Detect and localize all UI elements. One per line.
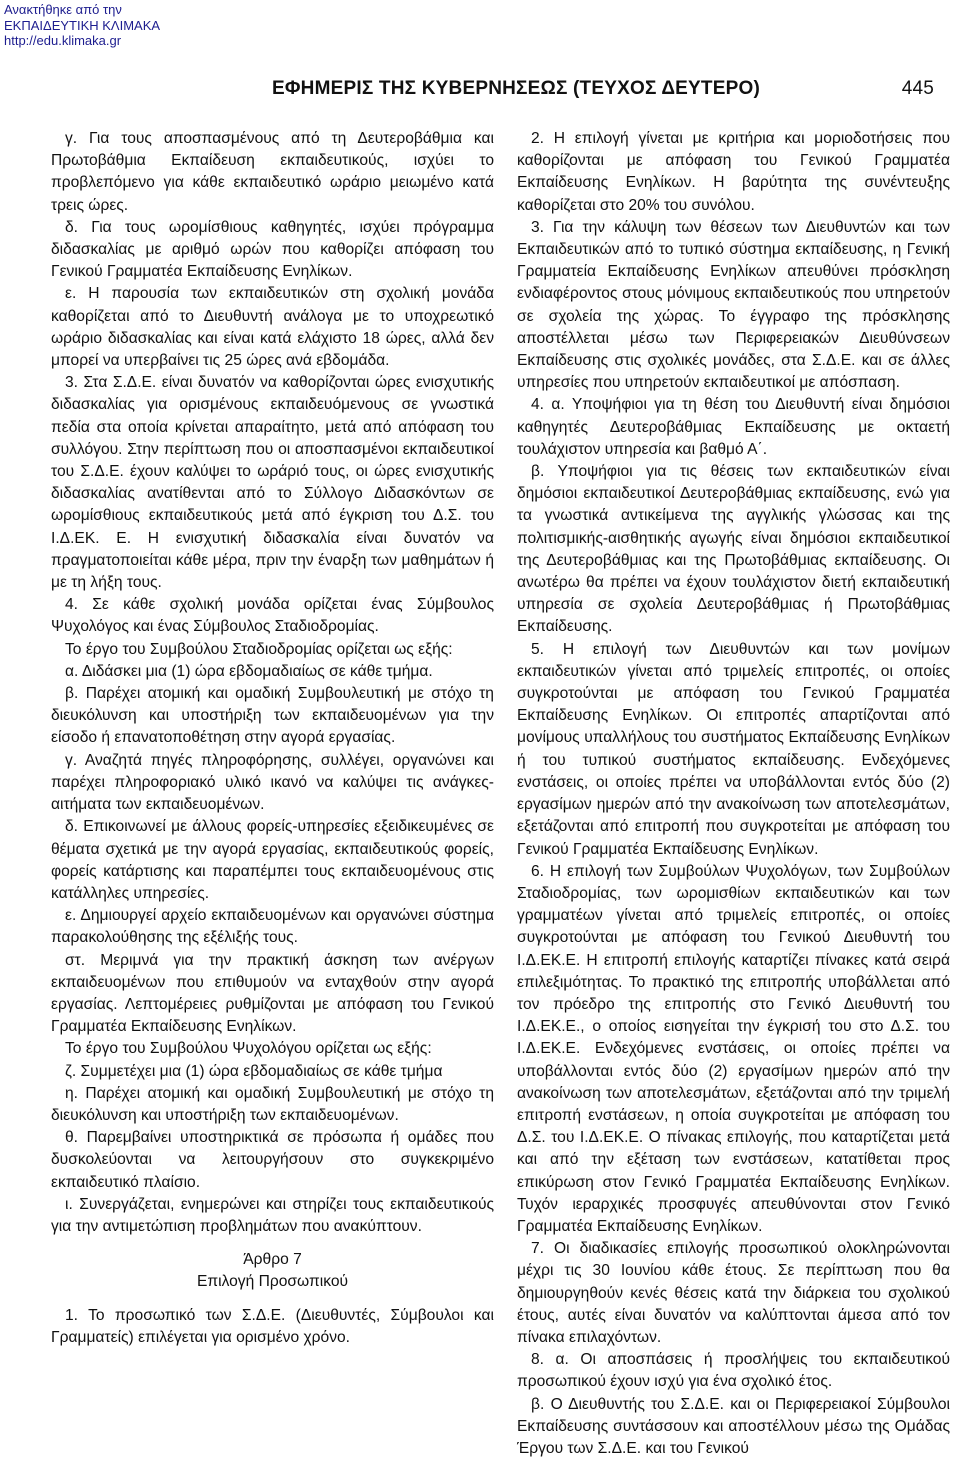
article-title: Επιλογή Προσωπικού <box>196 1273 349 1291</box>
paragraph: ζ. Συμμετέχει μια (1) ώρα εβδομαδιαίως σε κάθε τμήμα <box>65 1062 443 1080</box>
paragraph: θ. Παρεμβαίνει υποστηρικτικά σε πρόσωπα ή ομάδες που δυσκολεύονται να λειτουργήσουν στο συγκεκριμένο εκπαιδευτικό πλαίσιο. <box>51 1129 494 1191</box>
paragraph: ε. Δημιουργεί αρχείο εκπαιδευομένων και οργανώνει σύστημα παρακολούθησης της εξέλιξής τους. <box>51 907 494 947</box>
paragraph: 7. Οι διαδικασίες επιλογής προσωπικού ολοκληρώνονται μέχρι τις 30 Ιουνίου κάθε έτους. Σε περίπτωση που θα δημιουργηθούν κενές θέσεις κατά την διάρκεια του σχολικού έτους, αυτές είναι δυνατόν να καλύπτονται άμεσα από τον πίνακα επιλαχόντων. <box>517 1240 950 1346</box>
paragraph: 2. Η επιλογή γίνεται με κριτήρια και μοριοδοτήσεις που καθορίζονται με απόφαση του Γενικού Γραμματέα Εκπαίδευσης Ενηλίκων. Η βαρύτητα της συνέντευξης καθορίζεται στο 20% του συνόλου. <box>517 130 950 214</box>
right-column <box>517 128 950 1460</box>
paragraph: δ. Επικοινωνεί με άλλους φορείς-υπηρεσίες εξειδικευμένες σε θέματα σχετικά με την αγορά εργασίας, εκπαιδευτικούς φορείς, φορείς κατάρτισης και παραπέμπει τους εκπαιδευομένους στις κατάλληλες υπηρεσίες. <box>51 818 494 902</box>
source-line-2[interactable]: ΕΚΠΑΙΔΕΥΤΙΚΗ ΚΛΙΜΑΚΑ <box>4 17 161 33</box>
source-url[interactable]: http://edu.klimaka.gr <box>4 33 122 48</box>
page-header <box>272 78 934 102</box>
source-line-1[interactable]: Ανακτήθηκε από την <box>4 2 122 17</box>
paragraph: 3. Στα Σ.Δ.Ε. είναι δυνατόν να καθορίζονται ώρες ενισχυτικής διδασκαλίας για ορισμένους εκπαιδευόμενους σε γνωστικά πεδία στα οποία κρίνεται απαραίτητο, μετά από απόφαση του συλλόγου. Στην περίπτωση που οι αποσπασμένοι εκπαιδευτικοί του Σ.Δ.Ε. έχουν καλύψει το ωράριό τους, οι ώρες ενισχυτικής διδασκαλίας ανατίθενται από το Σύλλογο Διδασκόντων σε ωρομίσθιους εκπαιδευτικούς μετά από έγκριση του Δ.Σ. του Ι.Δ.ΕΚ. Ε. Η ενισχυτική διδασκαλία είναι δυνατόν να πραγματοποιείται κάθε μέρα, πριν την έναρξη των μαθημάτων ή με τη λήξη τους. <box>51 374 494 592</box>
paragraph: η. Παρέχει ατομική και ομαδική Συμβουλευτική με στόχο τη διευκόλυνση και υποστήριξη των εκπαιδευομένων. <box>51 1084 494 1124</box>
paragraph: 1. Το προσωπικό των Σ.Δ.Ε. (Διευθυντές, Σύμβουλοι και Γραμματείς) επιλέγεται για ορισμένο χρόνο. <box>51 1306 494 1346</box>
paragraph: Το έργο του Συμβούλου Ψυχολόγου ορίζεται ως εξής: <box>65 1040 432 1058</box>
page-number: 445 <box>901 78 934 99</box>
paragraph: 5. Η επιλογή των Διευθυντών και των μονίμων εκπαιδευτικών γίνεται από τριμελείς επιτροπές, οι οποίες συγκροτούνται με απόφαση του Γενικού Γραμματέα Εκπαίδευσης Ενηλίκων. Οι επιτροπές απαρτίζονται από μονίμους υπαλλήλους του συστήματος Εκπαίδευσης Ενηλίκων ή του τυπικού συστήματος εκπαίδευσης. Ενδεχόμενες ενστάσεις, οι οποίες πρέπει να υποβάλλονται εντός δύο (2) εργασίμων ημερών από την ανακοίνωση των αποτελεσμάτων, εξετάζονται από επιτροπή που συγκροτείται με απόφαση του Γενικού Γραμματέα Εκπαίδευσης Ενηλίκων. <box>517 640 950 858</box>
paragraph: ε. Η παρουσία των εκπαιδευτικών στη σχολική μονάδα καθορίζεται από το Διευθυντή ανάλογα με το υποχρεωτικό ωράριο διδασκαλίας και είναι κατά ελάχιστο 18 ώρες, αλλά δεν μπορεί να υπερβαίνει τις 25 ώρες ανά εβδομάδα. <box>51 285 494 370</box>
paragraph: 8. α. Οι αποσπάσεις ή προσλήψεις του εκπαιδευτικού προσωπικού έχουν ισχύ για ένα σχολικό έτος. <box>517 1351 950 1391</box>
paragraph: 3. Για την κάλυψη των θέσεων των Διευθυντών και των Εκπαιδευτικών από το τυπικό σύστημα εκπαίδευσης, η Γενική Γραμματεία Εκπαίδευσης Ενηλίκων απευθύνει πρόσκληση ενδιαφέροντος στους μόνιμους εκπαιδευτικούς που υπηρετούν σε σχολεία της χώρας. Το έγγραφο της πρόσκλησης αποστέλλεται μέσω των Περιφερειακών Διευθύνσεων Εκπαίδευσης στις σχολικές μονάδες, στα Σ.Δ.Ε. και σε άλλες υπηρεσίες που υπηρετούν εκπαιδευτικοί με απόσπαση. <box>517 218 950 392</box>
source-link-block[interactable] <box>4 2 160 49</box>
paragraph: Το έργο του Συμβούλου Σταδιοδρομίας ορίζεται ως εξής: <box>65 640 453 658</box>
paragraph: 4. α. Υποψήφιοι για τη θέση του Διευθυντή είναι δημόσιοι καθηγητές Δευτεροβάθμιας Εκπαίδευσης με οκταετή τουλάχιστον υπηρεσία και βαθμό Α΄. <box>517 396 950 458</box>
paragraph: δ. Για τους ωρομίσθιους καθηγητές, ισχύει πρόγραμμα διδασκαλίας με αριθμό ωρών που καθορίζει απόφαση του Γενικού Γραμματέα Εκπαίδευσης Ενηλίκων. <box>51 218 494 281</box>
paragraph: γ. Αναζητά πηγές πληροφόρησης, συλλέγει, οργανώνει και παρέχει πληροφοριακό υλικό ικανό να καλύψει τις ανάγκες-αιτήματα των εκπαιδευομένων. <box>51 751 494 814</box>
article-number: Άρθρο 7 <box>243 1251 302 1269</box>
paragraph: α. Διδάσκει μια (1) ώρα εβδομαδιαίως σε κάθε τμήμα. <box>65 662 433 680</box>
paragraph: 6. Η επιλογή των Συμβούλων Ψυχολόγων, των Συμβούλων Σταδιοδρομίας, των ωρομισθίων εκπαιδευτικών και των γραμματέων γίνεται από τριμελείς επιτροπές, οι οποίες συγκροτούνται με απόφαση του Γενικού Διευθυντή του Ι.Δ.ΕΚ.Ε. Η επιτροπή επιλογής καταρτίζει πίνακες κατά σειρά επιλεξιμότητας. Το πρακτικό της επιτροπής υποβάλλεται από τον πρόεδρο της επιτροπής στο Γενικό Διευθυντή του Ι.Δ.ΕΚ.Ε., ο οποίος εισηγείται την έγκρισή του στο Δ.Σ. του Ι.Δ.ΕΚ.Ε. Ενδεχόμενες ενστάσεις, οι οποίες πρέπει να υποβάλλονται εντός δύο (2) εργασίμων ημερών από την ανακοίνωση των αποτελεσμάτων, εξετάζονται από την τριμελή επιτροπή ενστάσεων, η οποία συγκροτείται με απόφαση του Δ.Σ. του Ι.Δ.ΕΚ.Ε. Ο πίνακας επιλογής, που καταρτίζεται μετά και από την εξέταση των ενστάσεων, κατατίθεται προς επικύρωση στον Γενικό Γραμματέα Εκπαίδευσης Ενηλίκων. Τυχόν ιεραρχικές προσφυγές απευθύνονται στον Γενικό Γραμματέα Εκπαίδευσης Ενηλίκων. <box>517 862 950 1235</box>
paragraph: β. Ο Διευθυντής του Σ.Δ.Ε. και οι Περιφερειακοί Σύμβουλοι Εκπαίδευσης συντάσσουν και αποστέλλουν μέσω της Ομάδας Έργου των Σ.Δ.Ε. και του Γενικού <box>517 1395 950 1457</box>
paragraph: γ. Για τους αποσπασμένους από τη Δευτεροβάθμια και Πρωτοβάθμια Εκπαίδευση εκπαιδευτικούς, ισχύει το προβλεπόμενο για κάθε εκπαιδευτικό ωράριο μειωμένο κατά τρεις ώρες. <box>51 130 494 214</box>
left-column <box>51 128 494 1349</box>
paragraph: ι. Συνεργάζεται, ενημερώνει και στηρίζει τους εκπαιδευτικούς για την αντιμετώπιση προβλημάτων που ανακύπτουν. <box>51 1195 494 1235</box>
paragraph: β. Παρέχει ατομική και ομαδική Συμβουλευτική με στόχο τη διευκόλυνση και υποστήριξη των εκπαιδευομένων για την είσοδο ή επανατοποθέτηση στην αγορά εργασίας. <box>51 685 494 747</box>
paragraph: στ. Μεριμνά για την πρακτική άσκηση των ανέργων εκπαιδευομένων που επιθυμούν να ενταχθούν στην αγορά εργασίας. Λεπτομέρειες ρυθμίζονται με απόφαση του Γενικού Γραμματέα Εκπαίδευσης Ενηλίκων. <box>51 951 494 1036</box>
paragraph: 4. Σε κάθε σχολική μονάδα ορίζεται ένας Σύμβουλος Ψυχολόγος και ένας Σύμβουλος Σταδιοδρομίας. <box>51 596 494 636</box>
paragraph: β. Υποψήφιοι για τις θέσεις των εκπαιδευτικών είναι δημόσιοι εκπαιδευτικοί Δευτεροβάθμιας εκπαίδευσης, ενώ για τα γνωστικά αντικείμενα της αγγλικής γλώσσας και της πολιτισμικής-αισθητικής αγωγής είναι δημόσιοι εκπαιδευτικοί της Δευτεροβάθμιας και της Πρωτοβάθμιας εκπαίδευσης. Οι ανωτέρω θα πρέπει να έχουν τουλάχιστον διετή εκπαιδευτική υπηρεσία σε σχολεία Δευτεροβάθμιας ή Πρωτοβάθμιας Εκπαίδευσης. <box>517 463 950 636</box>
gazette-title: ΕΦΗΜΕΡΙΣ ΤΗΣ ΚΥΒΕΡΝΗΣΕΩΣ (ΤΕΥΧΟΣ ΔΕΥΤΕΡΟ) <box>272 78 760 99</box>
